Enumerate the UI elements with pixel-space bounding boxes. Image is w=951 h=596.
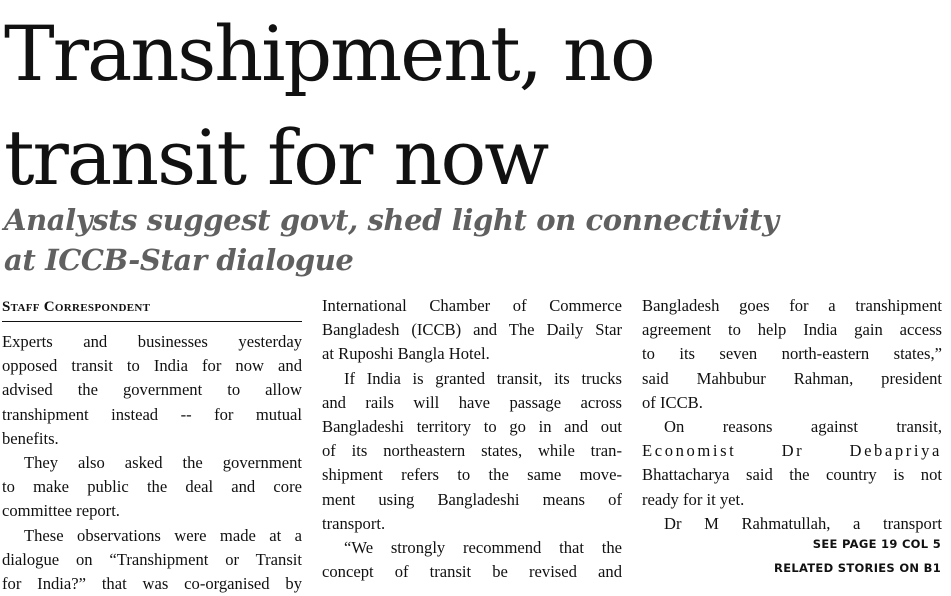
article-text-line: ready for it yet. — [642, 489, 745, 509]
article-text-line: dialogue on “Transhipment or Transit — [2, 549, 302, 569]
headline-line: transit for now — [4, 113, 548, 202]
article-text-line: transport. — [322, 513, 386, 533]
article-text-line: at Ruposhi Bangla Hotel. — [322, 344, 490, 364]
article-text-line: Bangladesh (ICCB) and The Daily Star — [322, 320, 622, 340]
article-text-line: shipment refers to the same move- — [322, 465, 622, 485]
article-text-line: advised the government to allow — [2, 380, 302, 400]
article-text-line: benefits. — [2, 428, 59, 448]
article-text-line: Dr M Rahmatullah, a transport — [664, 513, 942, 533]
article-text-line: Bangladeshi territory to go in and out — [322, 416, 622, 436]
article-text-line: transhipment instead -- for mutual — [2, 404, 302, 424]
article-text-line: agreement to help India gain access — [642, 320, 942, 340]
article-text-line: of its northeastern states, while tran- — [322, 441, 622, 461]
article-column-2 — [322, 294, 622, 584]
article-text-line: to its seven north-eastern states,” — [642, 344, 942, 364]
column-1-body — [2, 330, 302, 596]
article-text-line: Bangladesh goes for a transhipment — [642, 296, 942, 315]
article-text-line: Experts and businesses yesterday — [2, 332, 302, 351]
article-text-line: Bhattacharya said the country is not — [642, 465, 942, 485]
headline-line: Transhipment, no — [4, 9, 654, 98]
article-text-line: opposed transit to India for now and — [2, 356, 302, 376]
article-text-line: “We strongly recommend that the — [344, 537, 622, 557]
article-text-line: and rails will have passage across — [322, 392, 622, 412]
subheadline-line: at ICCB-Star dialogue — [4, 243, 354, 277]
subheadline-line: Analysts suggest govt, shed light on connectivity — [4, 203, 779, 237]
column-2-body — [322, 294, 622, 584]
byline-text: Staff Correspondent — [2, 299, 151, 315]
article-column-3 — [642, 294, 942, 536]
article-text-line: committee report. — [2, 501, 120, 521]
article-text-line: If India is granted transit, its trucks — [344, 368, 622, 388]
article-text-line: to make public the deal and core — [2, 477, 302, 497]
see-page-jump[interactable]: SEE PAGE 19 COL 5 — [812, 537, 941, 551]
article-text-line: said Mahbubur Rahman, president — [642, 368, 942, 388]
article-text-line: Economist Dr Debapriya — [642, 441, 942, 461]
headline — [4, 2, 949, 210]
article-text-line: They also asked the government — [24, 452, 302, 472]
byline — [2, 296, 302, 322]
article-text-line: These observations were made at a — [24, 525, 302, 545]
article-text-line: for India?” that was co-organised by — [2, 573, 302, 593]
column-3-body — [642, 294, 942, 536]
article-text-line: concept of transit be revised and — [322, 562, 622, 582]
article-text-line: ment using Bangladeshi means of — [322, 489, 622, 509]
article-text-line: of ICCB. — [642, 392, 703, 412]
article-text-line: International Chamber of Commerce — [322, 296, 622, 315]
subheadline — [4, 200, 949, 280]
article-text-line: On reasons against transit, — [664, 416, 942, 436]
article-column-1 — [2, 296, 302, 596]
related-stories-link[interactable]: RELATED STORIES ON B1 — [774, 561, 941, 575]
